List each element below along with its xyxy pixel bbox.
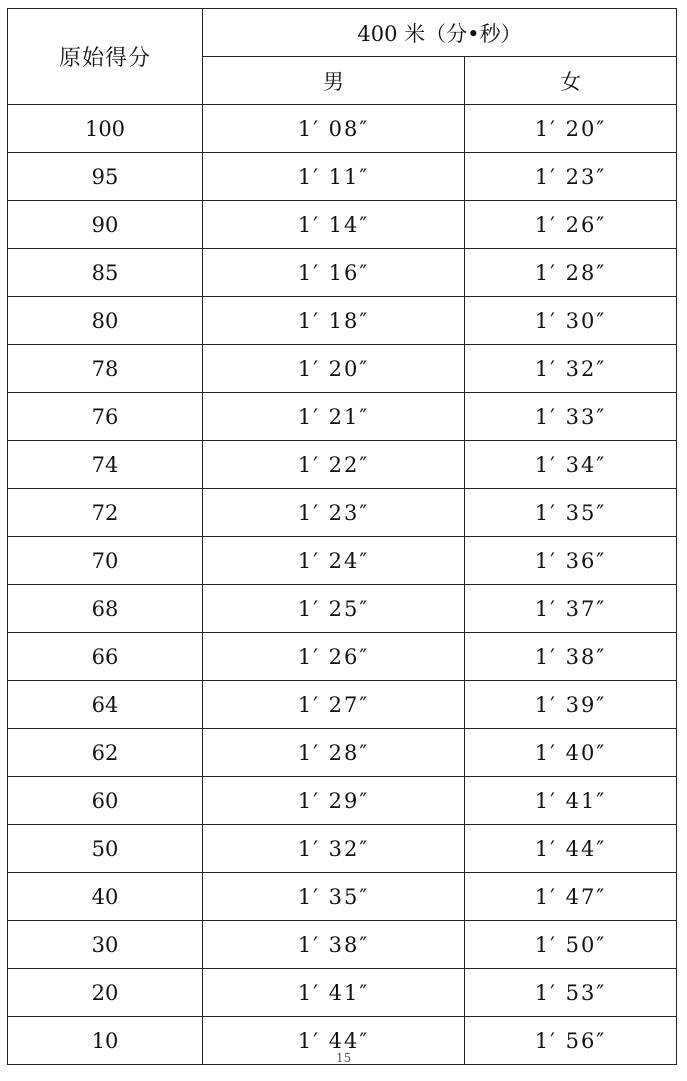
score-cell: 70 (8, 537, 203, 585)
male-time-cell (203, 537, 465, 585)
female-time-value: 1′ 30″ (534, 308, 607, 333)
male-time-cell (203, 201, 465, 249)
table-row (8, 777, 677, 825)
female-time-cell (465, 729, 677, 777)
male-time-value: 1′ 08″ (297, 116, 370, 141)
female-time-value: 1′ 20″ (534, 116, 607, 141)
table-row (8, 633, 677, 681)
female-time-value: 1′ 38″ (534, 644, 607, 669)
male-time-cell (203, 393, 465, 441)
table-row (8, 681, 677, 729)
male-time-value: 1′ 35″ (297, 884, 370, 909)
female-time-value: 1′ 44″ (534, 836, 607, 861)
score-cell: 20 (8, 969, 203, 1017)
female-time-value: 1′ 35″ (534, 500, 607, 525)
male-time-cell (203, 345, 465, 393)
male-time-value: 1′ 44″ (297, 1028, 370, 1053)
female-time-cell (465, 249, 677, 297)
score-cell: 100 (8, 105, 203, 153)
table-row (8, 537, 677, 585)
score-cell: 80 (8, 297, 203, 345)
male-time-cell (203, 489, 465, 537)
female-time-value: 1′ 34″ (534, 452, 607, 477)
male-time-value: 1′ 27″ (297, 692, 370, 717)
female-time-value: 1′ 33″ (534, 404, 607, 429)
male-time-cell (203, 153, 465, 201)
female-time-cell (465, 537, 677, 585)
female-time-value: 1′ 50″ (534, 932, 607, 957)
table-row (8, 489, 677, 537)
male-time-value: 1′ 11″ (297, 164, 370, 189)
score-cell: 50 (8, 825, 203, 873)
header-female: 女 (465, 57, 677, 105)
female-time-value: 1′ 36″ (534, 548, 607, 573)
female-time-value: 1′ 23″ (534, 164, 607, 189)
male-time-value: 1′ 32″ (297, 836, 370, 861)
female-time-value: 1′ 56″ (534, 1028, 607, 1053)
female-time-cell (465, 393, 677, 441)
male-time-value: 1′ 28″ (297, 740, 370, 765)
female-time-cell (465, 873, 677, 921)
male-time-value: 1′ 23″ (297, 500, 370, 525)
score-table (7, 8, 677, 1065)
table-row (8, 345, 677, 393)
score-cell: 90 (8, 201, 203, 249)
female-time-value: 1′ 40″ (534, 740, 607, 765)
male-time-value: 1′ 29″ (297, 788, 370, 813)
male-time-cell (203, 729, 465, 777)
female-time-cell (465, 345, 677, 393)
female-time-value: 1′ 28″ (534, 260, 607, 285)
female-time-cell (465, 681, 677, 729)
table-row (8, 201, 677, 249)
male-time-cell (203, 633, 465, 681)
female-time-cell (465, 777, 677, 825)
score-cell: 85 (8, 249, 203, 297)
table-row (8, 441, 677, 489)
male-time-cell (203, 921, 465, 969)
male-time-cell (203, 249, 465, 297)
male-time-cell (203, 825, 465, 873)
score-cell: 68 (8, 585, 203, 633)
score-cell: 64 (8, 681, 203, 729)
female-time-cell (465, 489, 677, 537)
table-row (8, 105, 677, 153)
male-time-value: 1′ 16″ (297, 260, 370, 285)
table-row (8, 249, 677, 297)
female-time-value: 1′ 26″ (534, 212, 607, 237)
female-time-cell (465, 105, 677, 153)
score-cell: 60 (8, 777, 203, 825)
score-cell: 72 (8, 489, 203, 537)
male-time-cell (203, 777, 465, 825)
male-time-cell (203, 969, 465, 1017)
female-time-value: 1′ 39″ (534, 692, 607, 717)
score-cell: 66 (8, 633, 203, 681)
male-time-cell (203, 105, 465, 153)
table-row (8, 873, 677, 921)
header-male: 男 (203, 57, 465, 105)
score-cell: 30 (8, 921, 203, 969)
female-time-value: 1′ 41″ (534, 788, 607, 813)
male-time-cell (203, 1017, 465, 1065)
table-row (8, 921, 677, 969)
score-cell: 76 (8, 393, 203, 441)
female-time-cell (465, 633, 677, 681)
score-cell: 62 (8, 729, 203, 777)
page-number: 15 (336, 1051, 352, 1065)
female-time-cell (465, 1017, 677, 1065)
female-time-value: 1′ 47″ (534, 884, 607, 909)
table-row (8, 297, 677, 345)
male-time-value: 1′ 26″ (297, 644, 370, 669)
male-time-value: 1′ 14″ (297, 212, 370, 237)
male-time-cell (203, 873, 465, 921)
table-row (8, 969, 677, 1017)
female-time-value: 1′ 53″ (534, 980, 607, 1005)
female-time-cell (465, 153, 677, 201)
score-cell: 40 (8, 873, 203, 921)
table-body (8, 105, 677, 1065)
male-time-value: 1′ 18″ (297, 308, 370, 333)
male-time-value: 1′ 25″ (297, 596, 370, 621)
male-time-value: 1′ 22″ (297, 452, 370, 477)
female-time-cell (465, 585, 677, 633)
score-cell: 74 (8, 441, 203, 489)
male-time-value: 1′ 21″ (297, 404, 370, 429)
table-row (8, 153, 677, 201)
table-row (8, 729, 677, 777)
male-time-value: 1′ 38″ (297, 932, 370, 957)
female-time-value: 1′ 37″ (534, 596, 607, 621)
female-time-cell (465, 825, 677, 873)
male-time-cell (203, 441, 465, 489)
female-time-cell (465, 297, 677, 345)
table-row (8, 825, 677, 873)
header-event-400m: 400 米（分•秒） (203, 9, 677, 57)
male-time-cell (203, 585, 465, 633)
male-time-value: 1′ 41″ (297, 980, 370, 1005)
score-cell: 95 (8, 153, 203, 201)
male-time-value: 1′ 20″ (297, 356, 370, 381)
table-row (8, 585, 677, 633)
female-time-cell (465, 201, 677, 249)
female-time-cell (465, 921, 677, 969)
male-time-cell (203, 297, 465, 345)
header-row-event (8, 9, 677, 57)
header-raw-score: 原始得分 (8, 9, 203, 105)
female-time-value: 1′ 32″ (534, 356, 607, 381)
male-time-cell (203, 681, 465, 729)
table-row (8, 393, 677, 441)
male-time-value: 1′ 24″ (297, 548, 370, 573)
score-cell: 78 (8, 345, 203, 393)
female-time-cell (465, 969, 677, 1017)
female-time-cell (465, 441, 677, 489)
score-cell: 10 (8, 1017, 203, 1065)
